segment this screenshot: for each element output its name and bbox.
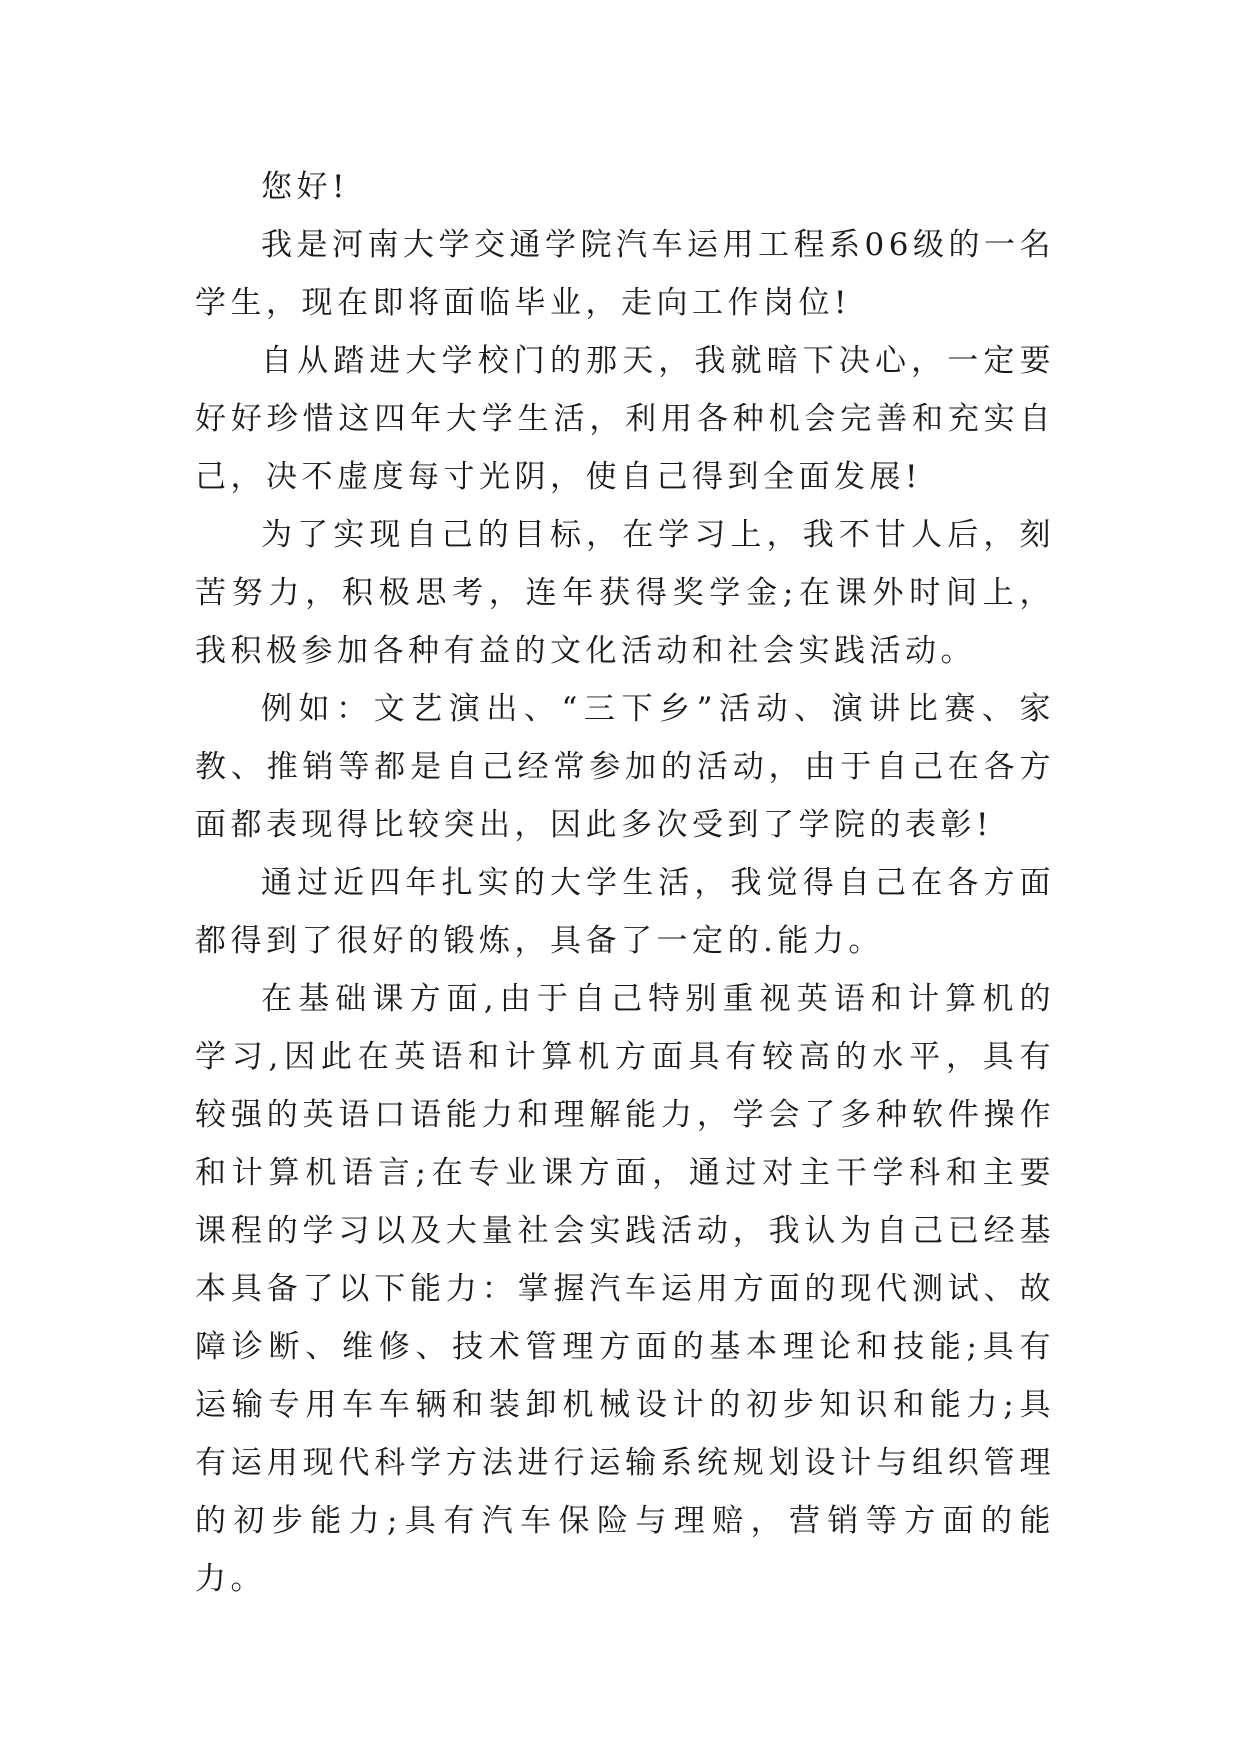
- greeting-paragraph: 您好!: [261, 169, 349, 205]
- activities-paragraph: 例如：文艺演出、“三下乡”活动、演讲比赛、家教、推销等都是自己经常参加的活动，由于自己在各方面都表现得比较突出，因此多次受到了学院的表彰!: [195, 691, 1055, 843]
- introduction-paragraph: 我是河南大学交通学院汽车运用工程系06级的一名学生，现在即将面临毕业，走向工作岗位!: [195, 227, 1055, 321]
- growth-paragraph: 通过近四年扎实的大学生活，我觉得自己在各方面都得到了很好的锻炼，具备了一定的.能力。: [195, 865, 1055, 959]
- study-paragraph: 为了实现自己的目标，在学习上，我不甘人后，刻苦努力，积极思考，连年获得奖学金;在课外时间上，我积极参加各种有益的文化活动和社会实践活动。: [195, 517, 1055, 669]
- document-body: [195, 158, 1055, 1608]
- resolution-paragraph: 自从踏进大学校门的那天，我就暗下决心，一定要好好珍惜这四年大学生活，利用各种机会完善和充实自己，决不虚度每寸光阴，使自己得到全面发展!: [195, 343, 1055, 495]
- skills-paragraph: 在基础课方面,由于自己特别重视英语和计算机的学习,因此在英语和计算机方面具有较高的水平，具有较强的英语口语能力和理解能力，学会了多种软件操作和计算机语言;在专业课方面，通过对主干学科和主要课程的学习以及大量社会实践活动，我认为自己已经基本具备了以下能力：掌握汽车运用方面的现代测试、故障诊断、维修、技术管理方面的基本理论和技能;具有运输专用车车辆和装卸机械设计的初步知识和能力;具有运用现代科学方法进行运输系统规划设计与组织管理的初步能力;具有汽车保险与理赔，营销等方面的能力。: [195, 981, 1055, 1597]
